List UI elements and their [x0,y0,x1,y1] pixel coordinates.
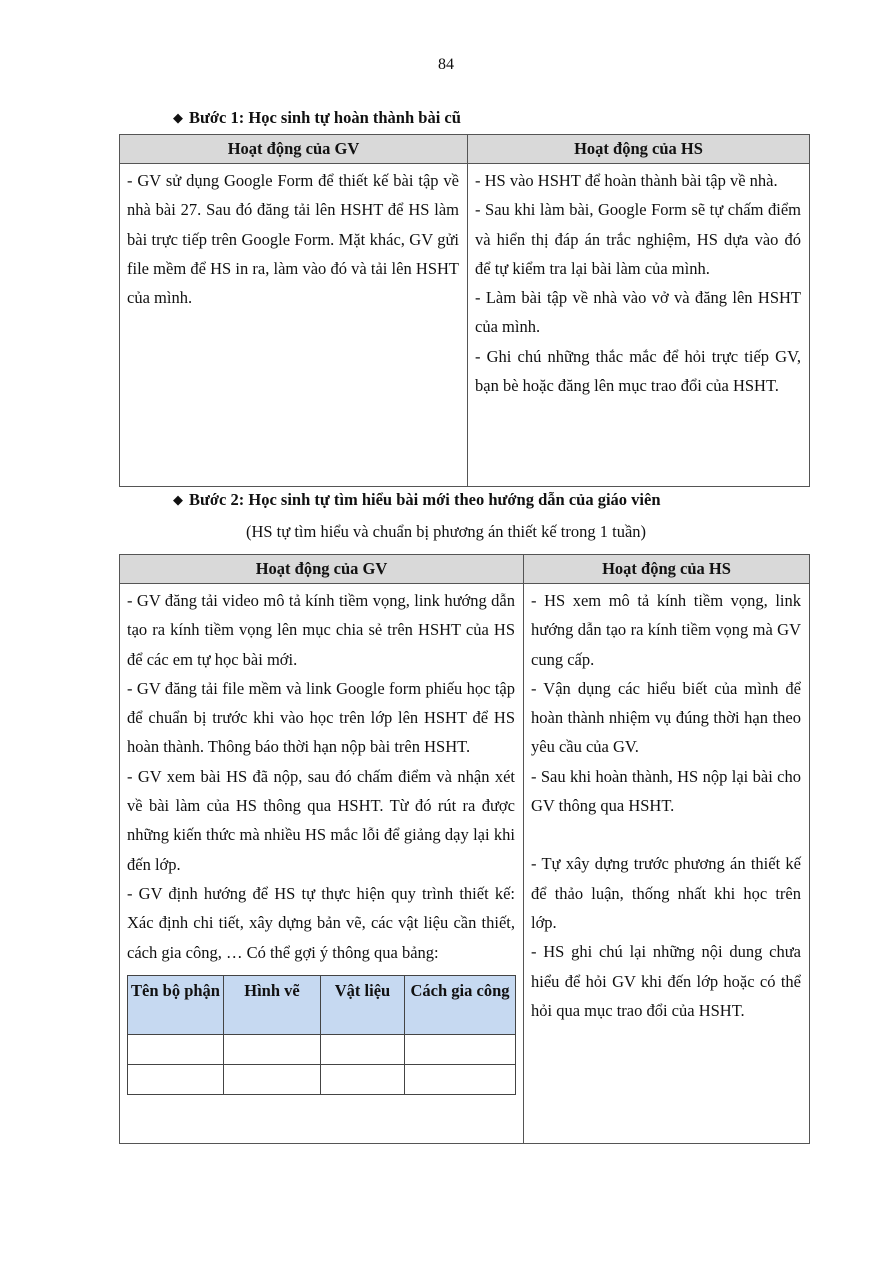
step2-header-gv: Hoạt động của GV [120,555,524,584]
sub-table-cell [128,1034,224,1064]
page-number: 84 [438,56,454,73]
step2-gv-paragraph: - GV xem bài HS đã nộp, sau đó chấm điểm và nhận xét về bài làm của HS thông qua HSHT. Từ đó rút ra được những kiến thức mà nhiều HS mắc lỗi để giảng dạy lại khi đến lớp. [127,766,515,874]
sub-table-cell [321,1034,405,1064]
step1-table [119,134,810,487]
step2-hs-cell [524,584,810,1144]
step1-gv-paragraph: - GV sử dụng Google Form để thiết kế bài tập về nhà bài 27. Sau đó đăng tải lên HSHT để HS làm bài trực tiếp trên Google Form. Mặt khác, GV gửi file mềm để HS in ra, làm vào đó và tải lên HSHT của mình. [127,171,459,308]
step2-hs-paragraph: - Sau khi hoàn thành, HS nộp lại bài cho GV thông qua HSHT. [531,766,801,816]
step1-hs-paragraph: - Sau khi làm bài, Google Form sẽ tự chấm điểm và hiển thị đáp án trắc nghiệm, HS dựa vào đó để tự kiểm tra lại bài làm của mình. [475,200,801,278]
sub-header-processing: Cách gia công [405,975,516,1034]
step1-hs-paragraph: - Ghi chú những thắc mắc để hỏi trực tiếp GV, bạn bè hoặc đăng lên mục trao đổi của HSHT. [475,346,801,396]
step2-note: (HS tự tìm hiểu và chuẩn bị phương án thiết kế trong 1 tuần) [245,522,647,541]
step2-gv-paragraph: - GV đăng tải file mềm và link Google form phiếu học tập để chuẩn bị trước khi vào học trên lớp lên HSHT để HS hoàn thành. Thông báo thời hạn nộp bài trên HSHT. [127,678,515,757]
step2-table [119,554,810,1144]
sub-table-cell [321,1064,405,1094]
step2-hs-paragraph: - Vận dụng các hiểu biết của mình để hoàn thành nhiệm vụ đúng thời hạn theo yêu cầu của GV. [531,678,801,757]
sub-table-cell [405,1064,516,1094]
sub-table-row [128,1034,516,1064]
sub-header-part-name: Tên bộ phận [128,975,224,1034]
step2-title: Bước 2: Học sinh tự tìm hiểu bài mới theo hướng dẫn của giáo viên [189,490,661,509]
step2-hs-paragraph: - HS xem mô tả kính tiềm vọng, link hướng dẫn tạo ra kính tiềm vọng mà GV cung cấp. [531,591,801,669]
step2-header-hs: Hoạt động của HS [524,555,810,584]
step1-hs-paragraph: - HS vào HSHT để hoàn thành bài tập về nhà. [475,171,778,190]
diamond-bullet-icon: ◆ [173,110,183,125]
step1-header-gv: Hoạt động của GV [120,135,468,164]
step1-gv-cell [120,164,468,487]
step2-hs-paragraph: - Tự xây dựng trước phương án thiết kế để thảo luận, thống nhất khi học trên lớp. [531,854,801,932]
step2-heading [173,490,661,510]
step2-gv-paragraph: - GV đăng tải video mô tả kính tiềm vọng, link hướng dẫn tạo ra kính tiềm vọng lên mục chia sẻ trên HSHT của HS để các em tự học bài mới. [127,591,515,669]
spacer [531,820,801,849]
sub-table-cell [128,1064,224,1094]
step1-hs-cell [468,164,810,487]
sub-table-row [128,1064,516,1094]
sub-table-cell [224,1064,321,1094]
step1-header-hs: Hoạt động của HS [468,135,810,164]
diamond-bullet-icon: ◆ [173,492,183,507]
sub-header-drawing: Hình vẽ [224,975,321,1034]
step1-title: Bước 1: Học sinh tự hoàn thành bài cũ [189,108,461,127]
design-suggestion-table [127,975,516,1095]
step2-gv-paragraph: - GV định hướng để HS tự thực hiện quy trình thiết kế: Xác định chi tiết, xây dựng bản vẽ, các vật liệu cần thiết, cách gia công, … Có thể gợi ý thông qua bảng: [127,883,515,962]
sub-table-cell [405,1034,516,1064]
step2-hs-paragraph: - HS ghi chú lại những nội dung chưa hiểu để hỏi GV khi đến lớp hoặc có thể hỏi qua mục trao đổi của HSHT. [531,942,801,1020]
step1-heading [173,108,461,128]
step1-hs-paragraph: - Làm bài tập về nhà vào vở và đăng lên HSHT của mình. [475,288,801,337]
step2-gv-cell [120,584,524,1144]
sub-table-cell [224,1034,321,1064]
sub-header-material: Vật liệu [321,975,405,1034]
